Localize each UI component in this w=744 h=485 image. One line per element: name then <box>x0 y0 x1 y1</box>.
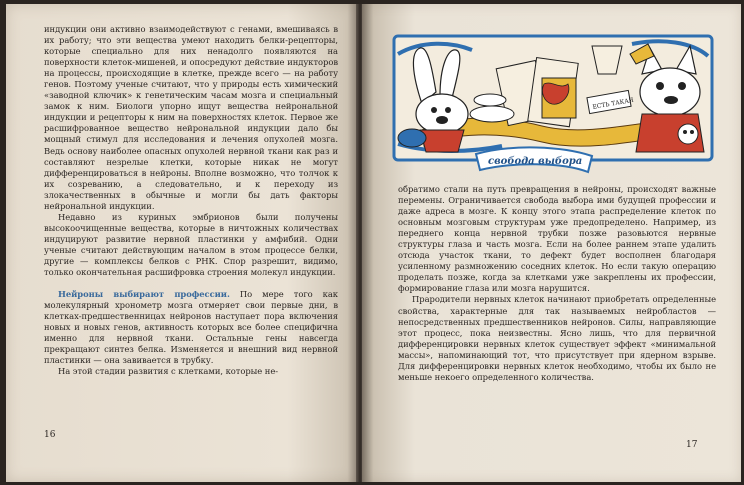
section-heading: Нейроны выбирают профессии. <box>58 289 230 300</box>
paragraph: На этой стадии развития с клетками, которые не- <box>58 366 279 377</box>
illustration-caption: свобода выбора <box>488 156 583 167</box>
paragraph <box>44 289 338 366</box>
chapter-illustration <box>392 34 714 174</box>
left-page-text <box>44 24 338 377</box>
paragraph-body: По мере того как молекулярный хронометр мозга отмеряет свои первые дни, в клетках-предшественницах нейронов наступает пора включения новых и новых генов, активность которых все более специфична именно для нервной ткани. Остальные гены навсегда прекращают синтез белка. Изменяется и внешний вид нервной пластинки — она завивается в трубку. <box>44 289 338 366</box>
paragraph: Прародители нервных клеток начинают приобретать определенные свойства, характерные для так называемых нейробластов — непосредственных предшественников нейронов. Силы, направляющие этот процесс, пока неизвестны. Ясно лишь, что для первичной дифференцировки нервных клеток существует эффект «минимальной массы», напоминающий тот, что присутствует при ядерном взрыве. Для дифференцировки нервных клеток необходимо, чтобы их было не меньше некоего определенного количества. <box>398 294 716 382</box>
book-spread <box>6 4 741 482</box>
left-page <box>6 4 358 482</box>
sign-text: ЕСТЬ ТАКАЯ <box>592 96 635 111</box>
paragraph: обратимо стали на путь превращения в нейроны, происходят важные перемены. Ограничивается свобода выбора ими будущей профессии и даже адреса в мозге. К концу этого этапа распределение клеток по основным мозговым структурам уже предопределено. Например, из переднего конца нервной трубки позже разовьются нервные структуры глаза и часть мозга. Если на более раннем этапе удалить отсюда участок ткани, то дефект будет восполнен благодаря усиленному размножению соседних клеток. Но если такую операцию проделать позже, когда за клетками уже закреплены их профессии, формирование глаза или мозга нарушится. <box>398 184 716 294</box>
illustration-drawing <box>392 34 714 174</box>
paragraph: индукции они активно взаимодействуют с генами, вмешиваясь в их работу; что эти вещества умеют находить белки-рецепторы, которые специально для них ненадолго появляются на поверхности клеток-мишеней, и опосредуют действие индукторов на процессы, происходящие в клетке, прежде всего — на работу генов. Поэтому ученые считают, что у природы есть химический «заводной ключик» к генетическим часам мозга и специальный замок к ним. Биологи упорно ищут вещества нейрональной индукции и рецепторы к ним на поверхностях клеток. Первое же расшифрованное вещество нейрональной индукции дало бы мощный стимул для исследования и лечения опухолей мозга. Ведь основу наиболее опасных опухолей нервной ткани как раз и составляют незрелые клетки, которые никак не могут дифференцироваться в нейроны. Вполне возможно, что толчок к их созреванию, а следовательно, и к переходу из злокачественных в обычные и могли бы дать факторы нейрональной индукции. <box>44 24 338 211</box>
right-page <box>362 4 741 482</box>
paragraph: Недавно из куриных эмбрионов были получены высокоочищенные вещества, которые в ничтожных количествах индуцируют развитие нервной пластинки у амфибий. Одни ученые считают действующим началом в этом процессе белки, другие — комплексы белков с РНК. Спор разрешит, видимо, только окончательная расшифровка строения молекул индукции. <box>44 211 338 278</box>
page-number: 17 <box>686 440 698 450</box>
right-page-text <box>398 184 716 383</box>
page-number: 16 <box>44 430 56 440</box>
